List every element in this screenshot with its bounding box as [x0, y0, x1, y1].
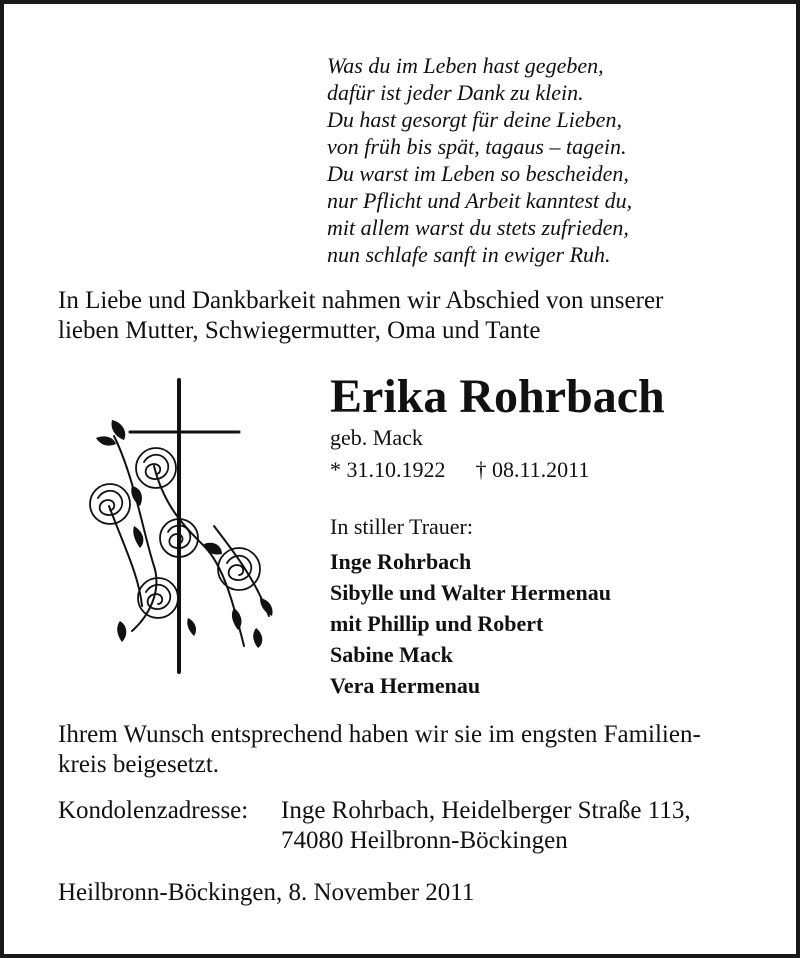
- poem-line: Du hast gesorgt für deine Lieben,: [327, 107, 622, 132]
- life-dates: [330, 456, 589, 484]
- poem-line: von früh bis spät, tagaus – tagein.: [327, 134, 627, 159]
- burial-note-line: Ihrem Wunsch entsprechend haben wir sie im engsten Familien-: [58, 721, 701, 748]
- poem-line: nun schlafe sanft in ewiger Ruh.: [327, 242, 611, 267]
- burial-note-line: kreis beigesetzt.: [58, 751, 220, 778]
- mourner-name: Sibylle und Walter Hermenau: [330, 580, 611, 605]
- intro-text: [58, 286, 758, 346]
- address-line: 74080 Heilbronn-Böckingen: [281, 827, 568, 854]
- intro-line: lieben Mutter, Schwiegermutter, Oma und Tante: [58, 317, 541, 344]
- burial-note: [58, 720, 778, 780]
- birth-date: * 31.10.1922: [330, 457, 446, 482]
- poem-line: Du warst im Leben so bescheiden,: [327, 161, 629, 186]
- intro-line: In Liebe und Dankbarkeit nahmen wir Abschied von unserer: [58, 287, 664, 314]
- condolence-address-block: [281, 796, 691, 856]
- poem-line: Was du im Leben hast gegeben,: [327, 53, 604, 78]
- mourning-heading: In stiller Trauer:: [330, 514, 473, 539]
- mourners-list: [330, 546, 611, 701]
- cross-with-roses-icon: [84, 376, 284, 676]
- maiden-name: geb. Mack: [330, 425, 423, 450]
- mourner-name: Sabine Mack: [330, 642, 453, 667]
- memorial-poem: [327, 52, 747, 268]
- mourner-name: Vera Hermenau: [330, 673, 481, 698]
- mourner-name: mit Phillip und Robert: [330, 611, 544, 636]
- condolence-label: Kondolenzadresse:: [58, 797, 249, 824]
- deceased-name: Erika Rohrbach: [330, 370, 665, 423]
- poem-line: mit allem warst du stets zufrieden,: [327, 215, 629, 240]
- poem-line: dafür ist jeder Dank zu klein.: [327, 80, 584, 105]
- poem-line: nur Pflicht und Arbeit kanntest du,: [327, 188, 633, 213]
- address-line: Inge Rohrbach, Heidelberger Straße 113,: [281, 797, 691, 824]
- death-date: † 08.11.2011: [475, 457, 590, 482]
- mourner-name: Inge Rohrbach: [330, 549, 472, 574]
- place-and-date: Heilbronn-Böckingen, 8. November 2011: [58, 879, 475, 906]
